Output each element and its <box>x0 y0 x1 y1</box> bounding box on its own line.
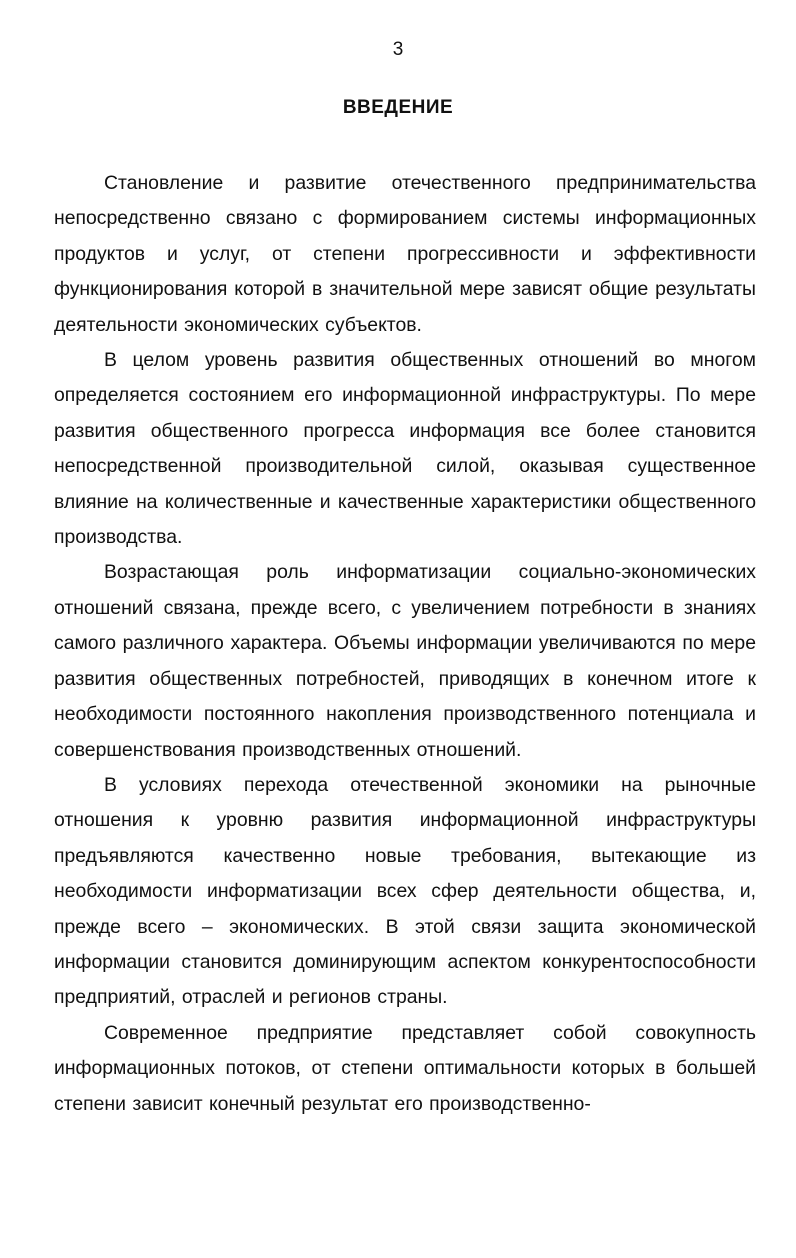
page-number: 3 <box>392 39 404 60</box>
paragraph: Современное предприятие представляет собой совокупность информационных потоков, от степени оптимальности которых в большей степени зависит конечный результат его производственно- <box>54 1021 756 1115</box>
body-text <box>54 166 756 1122</box>
paragraph: Возрастающая роль информатизации социально-экономических отношений связана, прежде всего, с увеличением потребности в знаниях самого различного характера. Объемы информации увеличиваются по мере развития общественных потребностей, приводящих в конечном итоге к необходимости постоянного накопления производственного потенциала и совершенствования производственных отношений. <box>54 561 756 761</box>
paragraph: В целом уровень развития общественных отношений во многом определяется состоянием его информационной инфраструктуры. По мере развития общественного прогресса информация все более становится непосредственной производительной силой, оказывая существенное влияние на количественные и качественные характеристики общественного производства. <box>54 349 756 549</box>
paragraph: Становление и развитие отечественного предпринимательства непосредственно связано с формированием системы информационных продуктов и услуг, от степени прогрессивности и эффективности функционирования которой в значительной мере зависят общие результаты деятельности экономических субъектов. <box>54 172 756 336</box>
paragraph: В условиях перехода отечественной экономики на рыночные отношения к уровню развития информационной инфраструктуры предъявляются качественно новые требования, вытекающие из необходимости информатизации всех сфер деятельности общества, и, прежде всего – экономических. В этой связи защита экономической информации становится доминирующим аспектом конкурентоспособности предприятий, отраслей и регионов страны. <box>54 773 756 1009</box>
page-title: ВВЕДЕНИЕ <box>342 97 454 118</box>
